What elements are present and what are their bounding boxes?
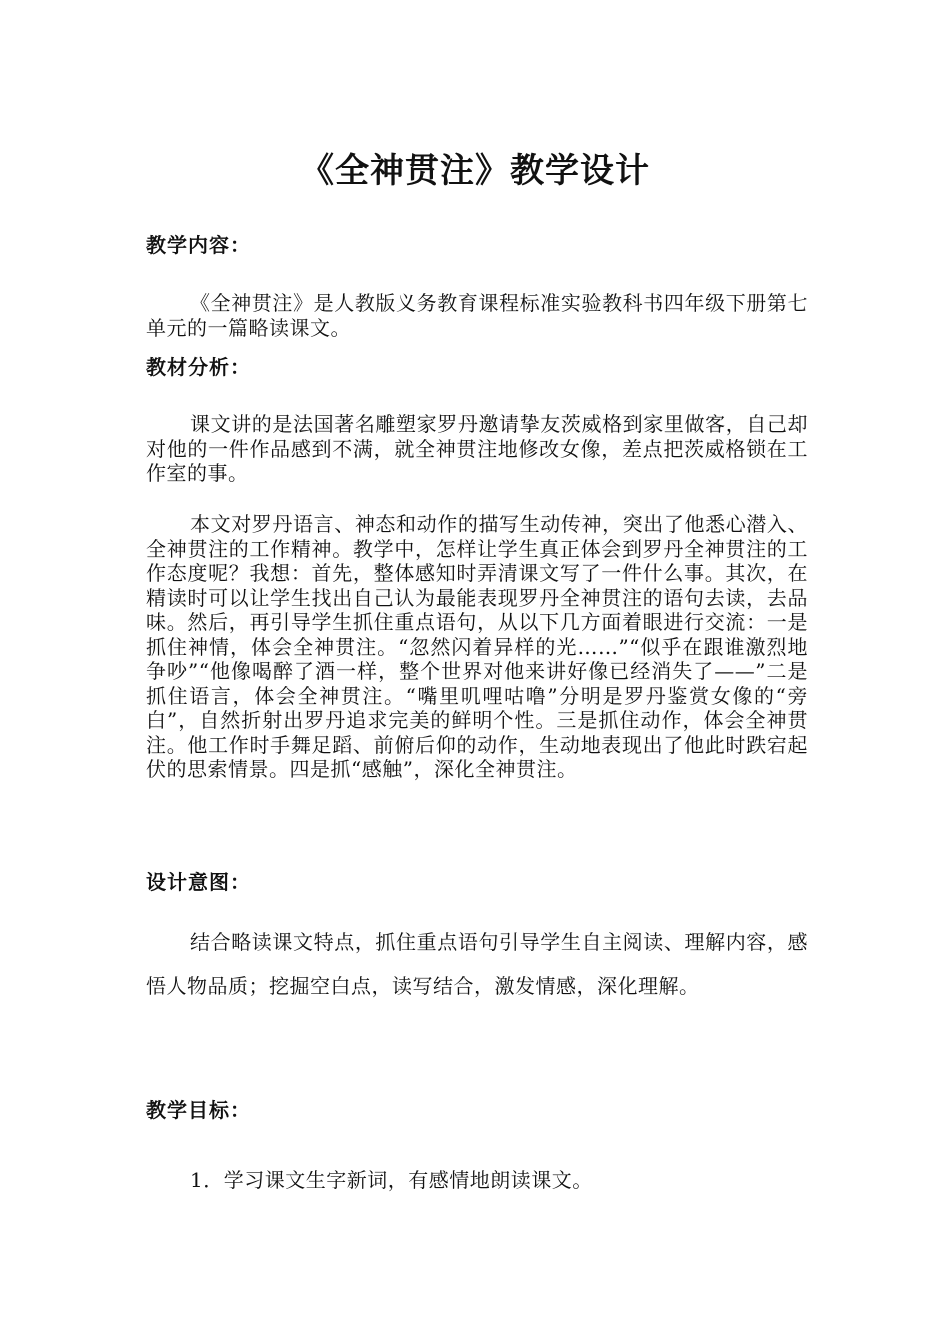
heading-design-intent: 设计意图： [146, 870, 251, 894]
heading-teaching-content: 教学内容： [146, 233, 251, 257]
heading-teaching-goals: 教学目标： [146, 1098, 251, 1122]
paragraph-teaching-content: 《全神贯注》是人教版义务教育课程标准实验教科书四年级下册第七单元的一篇略读课文。 [146, 291, 808, 340]
paragraph-material-analysis-2: 本文对罗丹语言、神态和动作的描写生动传神，突出了他悉心潜入、全神贯注的工作精神。教学中，怎样让学生真正体会到罗丹全神贯注的工作态度呢？我想：首先，整体感知时弄清课文写了一件什么事。其次，在精读时可以让学生找出自己认为最能表现罗丹全神贯注的语句去读，去品味。然后，再引导学生抓住重点语句，从以下几方面着眼进行交流：一是抓住神情，体会全神贯注。“忽然闪着异样的光……”“似乎在跟谁激烈地争吵”“他像喝醉了酒一样，整个世界对他来讲好像已经消失了——”二是抓住语言，体会全神贯注。“嘴里叽哩咕噜”分明是罗丹鉴赏女像的“旁白”，自然折射出罗丹追求完美的鲜明个性。三是抓住动作，体会全神贯注。他工作时手舞足蹈、前俯后仰的动作，生动地表现出了他此时跌宕起伏的思索情景。四是抓“感触”，深化全神贯注。 [146, 512, 808, 781]
paragraph-material-analysis-1: 课文讲的是法国著名雕塑家罗丹邀请挚友茨威格到家里做客，自己却对他的一件作品感到不满，就全神贯注地修改女像，差点把茨威格锁在工作室的事。 [146, 412, 808, 485]
heading-material-analysis: 教材分析： [146, 355, 251, 379]
goal-item-1: 1．学习课文生字新词，有感情地朗读课文。 [190, 1168, 593, 1192]
document-title: 《全神贯注》教学设计 [300, 151, 650, 191]
paragraph-design-intent: 结合略读课文特点，抓住重点语句引导学生自主阅读、理解内容，感悟人物品质；挖掘空白点，读写结合，激发情感，深化理解。 [146, 930, 808, 998]
